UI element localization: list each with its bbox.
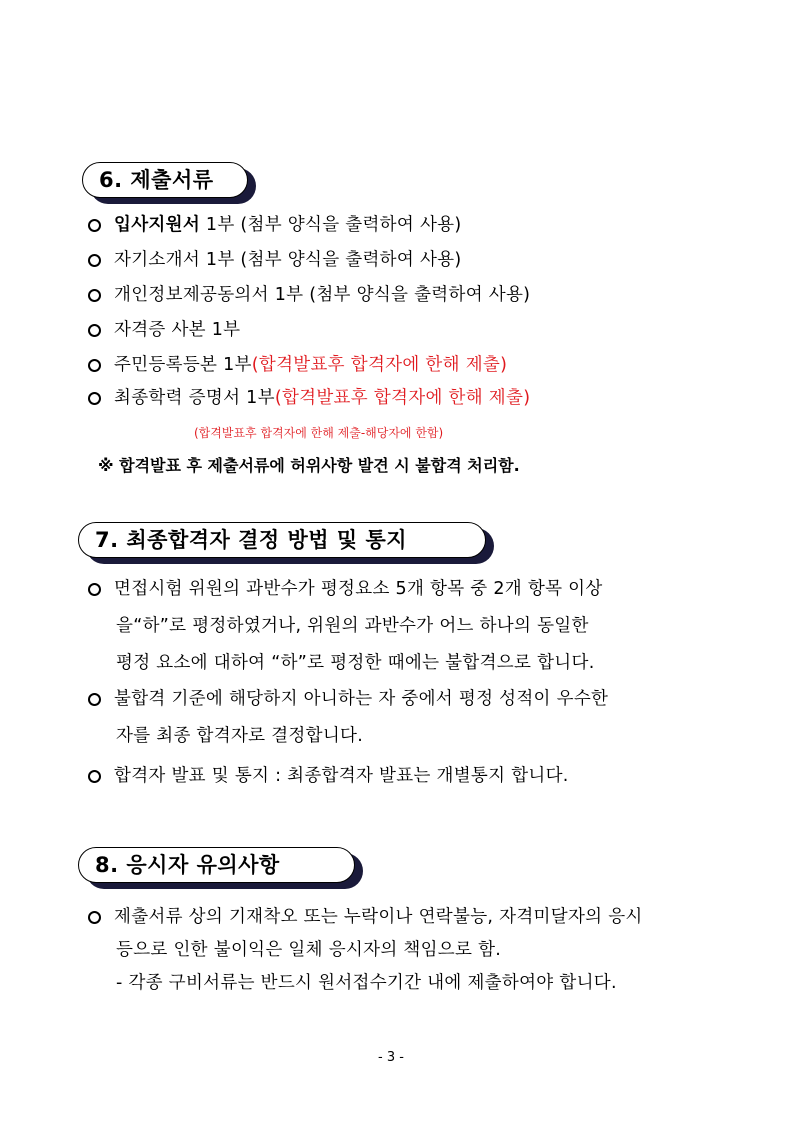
paragraph-line: - 각종 구비서류는 반드시 원서접수기간 내에 제출하여야 합니다. xyxy=(116,973,617,993)
paragraph-line: 평정 요소에 대하여 “하”로 평정한 때에는 불합격으로 합니다. xyxy=(116,653,595,673)
item-text: 개인정보제공동의서 1부 (첨부 양식을 출력하여 사용) xyxy=(114,285,531,305)
bullet-circle-icon xyxy=(88,583,101,596)
submission-item xyxy=(114,353,507,377)
paragraph-line: 자를 최종 합격자로 결정합니다. xyxy=(116,726,364,746)
bullet-circle-icon xyxy=(88,219,101,232)
bullet-circle-icon xyxy=(88,392,101,405)
bullet-circle-icon xyxy=(88,324,101,337)
bullet-circle-icon xyxy=(88,693,101,706)
item-text: 최종학력 증명서 1부 xyxy=(114,388,275,408)
bullet-circle-icon xyxy=(88,911,101,924)
section-7-title: 7. 최종합격자 결정 방법 및 통지 xyxy=(78,522,486,558)
section-8-title: 8. 응시자 유의사항 xyxy=(78,847,355,883)
submission-item xyxy=(114,318,240,342)
item-text: 자기소개서 1부 (첨부 양식을 출력하여 사용) xyxy=(114,250,462,270)
paragraph-line: 을“하”로 평정하였거나, 위원의 과반수가 어느 하나의 동일한 xyxy=(116,616,589,636)
bullet-circle-icon xyxy=(88,770,101,783)
page-number: - 3 - xyxy=(378,1050,404,1065)
section-8-header xyxy=(78,847,355,883)
submission-item xyxy=(114,213,462,237)
section-6-warning: ※ 합격발표 후 제출서류에 허위사항 발견 시 불합격 처리함. xyxy=(98,456,520,475)
paragraph-line: 등으로 인한 불이익은 일체 응시자의 책임으로 함. xyxy=(116,940,502,960)
item-red-note: (합격발표후 합격자에 한해 제출) xyxy=(274,388,531,408)
section-6-header xyxy=(82,162,248,198)
section-7-header xyxy=(78,522,486,558)
submission-item xyxy=(114,283,530,307)
section-6-title: 6. 제출서류 xyxy=(82,162,248,198)
item-text: 1부 (첨부 양식을 출력하여 사용) xyxy=(200,215,462,235)
submission-item xyxy=(114,386,530,410)
item-text: 자격증 사본 1부 xyxy=(114,320,241,340)
section-6-small-note: (합격발표후 합격자에 한해 제출-해당자에 한함) xyxy=(194,426,444,440)
item-red-note: (합격발표후 합격자에 한해 제출) xyxy=(251,355,508,375)
bullet-circle-icon xyxy=(88,289,101,302)
paragraph-line: 제출서류 상의 기재착오 또는 누락이나 연락불능, 자격미달자의 응시 xyxy=(114,907,643,927)
bullet-circle-icon xyxy=(88,254,101,267)
bullet-circle-icon xyxy=(88,359,101,372)
item-text: 주민등록등본 1부 xyxy=(114,355,252,375)
paragraph-line: 면접시험 위원의 과반수가 평정요소 5개 항목 중 2개 항목 이상 xyxy=(114,579,603,599)
submission-item xyxy=(114,248,462,272)
item-bold-text: 입사지원서 xyxy=(114,215,201,235)
paragraph-line: 불합격 기준에 해당하지 아니하는 자 중에서 평정 성적이 우수한 xyxy=(114,689,609,709)
paragraph-line: 합격자 발표 및 통지 : 최종합격자 발표는 개별통지 합니다. xyxy=(114,766,569,786)
